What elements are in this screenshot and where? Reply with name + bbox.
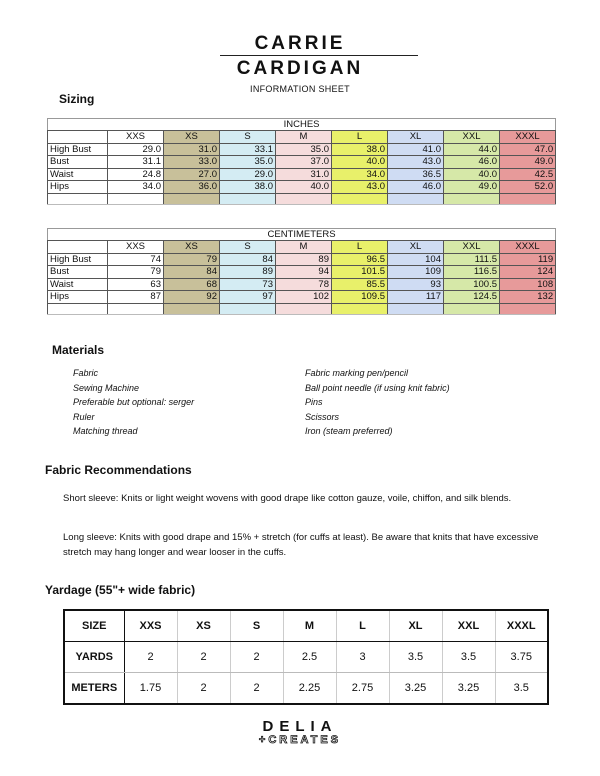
yardage-heading: Yardage (55"+ wide fabric) (45, 583, 196, 597)
yardage-cell: 3.5 (389, 642, 442, 673)
title-line-2: CARDIGAN (236, 58, 364, 79)
empty-cell (500, 193, 556, 204)
yardage-cell: 3.25 (389, 673, 442, 705)
measurement-cell: 74 (108, 253, 164, 266)
table-row (48, 168, 556, 181)
measurement-cell: 111.5 (444, 253, 500, 266)
table-row (48, 266, 556, 279)
yardage-cell: 2 (177, 673, 230, 705)
measurement-cell: 89 (220, 266, 276, 279)
yardage-cell: 3.5 (442, 642, 495, 673)
measurement-cell: 29.0 (220, 168, 276, 181)
empty-cell (108, 193, 164, 204)
measurement-cell: 31.0 (276, 168, 332, 181)
size-header: M (283, 610, 336, 642)
measurement-cell: 24.8 (108, 168, 164, 181)
row-label: YARDS (64, 642, 124, 673)
fabric-heading: Fabric Recommendations (45, 463, 192, 477)
size-header: XXL (442, 610, 495, 642)
size-header: XXXL (500, 131, 556, 144)
size-header: XXS (108, 131, 164, 144)
measurement-label: High Bust (48, 143, 108, 156)
sizing-heading: Sizing (59, 92, 95, 106)
size-header: M (276, 131, 332, 144)
empty-cell (108, 303, 164, 314)
measurement-cell: 43.0 (332, 181, 388, 194)
measurement-cell: 124 (500, 266, 556, 279)
measurement-cell: 38.0 (332, 143, 388, 156)
measurement-cell: 44.0 (444, 143, 500, 156)
measurement-cell: 38.0 (220, 181, 276, 194)
measurement-cell: 101.5 (332, 266, 388, 279)
empty-cell (48, 303, 108, 314)
measurement-cell: 37.0 (276, 156, 332, 169)
logo-text: DELIA (262, 718, 338, 735)
materials-heading: Materials (52, 343, 105, 357)
empty-cell (332, 303, 388, 314)
short-sleeve-text: Short sleeve: Knits or light weight wovens with good drape like cotton gauze, voile, chiffon, and silk blends. (63, 493, 512, 504)
yardage-cell: 2.75 (336, 673, 389, 705)
material-item: Pins (305, 397, 323, 407)
inches-caption: INCHES (48, 119, 556, 131)
measurement-label: Bust (48, 266, 108, 279)
measurement-cell: 41.0 (388, 143, 444, 156)
corner-cell (48, 131, 108, 144)
empty-cell (276, 303, 332, 314)
size-header: XL (388, 131, 444, 144)
measurement-cell: 29.0 (108, 143, 164, 156)
measurement-cell: 34.0 (332, 168, 388, 181)
measurement-cell: 84 (220, 253, 276, 266)
measurement-cell: 40.0 (444, 168, 500, 181)
measurement-cell: 35.0 (276, 143, 332, 156)
measurement-cell: 109.5 (332, 291, 388, 304)
material-item: Scissors (305, 411, 340, 422)
size-header: XXXL (495, 610, 548, 642)
size-header: XXL (444, 131, 500, 144)
measurement-cell: 52.0 (500, 181, 556, 194)
measurement-cell: 116.5 (444, 266, 500, 279)
size-header: XS (164, 241, 220, 254)
measurement-cell: 73 (220, 278, 276, 291)
empty-cell (164, 193, 220, 204)
empty-cell (332, 193, 388, 204)
measurement-cell: 27.0 (164, 168, 220, 181)
inches-table (47, 118, 556, 205)
empty-cell (220, 193, 276, 204)
size-header: XS (177, 610, 230, 642)
yardage-cell: 3.25 (442, 673, 495, 705)
table-row (48, 181, 556, 194)
measurement-cell: 31.1 (108, 156, 164, 169)
size-header: XXS (108, 241, 164, 254)
yardage-cell: 2 (230, 673, 283, 705)
table-row (48, 156, 556, 169)
yardage-cell: 1.75 (124, 673, 177, 705)
measurement-cell: 108 (500, 278, 556, 291)
size-header: XXL (444, 241, 500, 254)
yardage-cell: 3.5 (495, 673, 548, 705)
yardage-cell: 3 (336, 642, 389, 673)
materials-left-list (73, 366, 293, 439)
material-item: Fabric (73, 368, 99, 378)
measurement-label: Bust (48, 156, 108, 169)
size-header: M (276, 241, 332, 254)
size-header: L (332, 131, 388, 144)
material-item: Ruler (73, 411, 95, 422)
measurement-cell: 124.5 (444, 291, 500, 304)
empty-cell (444, 193, 500, 204)
measurement-cell: 33.0 (164, 156, 220, 169)
measurement-cell: 102 (276, 291, 332, 304)
measurement-cell: 117 (388, 291, 444, 304)
title-divider (220, 55, 418, 56)
corner-cell (48, 241, 108, 254)
yardage-cell: 2 (177, 642, 230, 673)
measurement-label: High Bust (48, 253, 108, 266)
measurement-cell: 97 (220, 291, 276, 304)
measurement-cell: 119 (500, 253, 556, 266)
empty-cell (164, 303, 220, 314)
measurement-cell: 40.0 (332, 156, 388, 169)
subtitle: INFORMATION SHEET (250, 84, 350, 94)
yardage-cell: 2 (124, 642, 177, 673)
measurement-cell: 132 (500, 291, 556, 304)
measurement-cell: 40.0 (276, 181, 332, 194)
measurement-cell: 31.0 (164, 143, 220, 156)
row-label: METERS (64, 673, 124, 705)
empty-cell (500, 303, 556, 314)
measurement-cell: 34.0 (108, 181, 164, 194)
empty-cell (388, 193, 444, 204)
measurement-cell: 79 (108, 266, 164, 279)
empty-cell (48, 193, 108, 204)
measurement-cell: 94 (276, 266, 332, 279)
size-header: XS (164, 131, 220, 144)
measurement-label: Waist (48, 168, 108, 181)
logo-subtext: +CREATES (258, 734, 342, 746)
measurement-cell: 109 (388, 266, 444, 279)
measurement-cell: 36.5 (388, 168, 444, 181)
table-row (48, 143, 556, 156)
measurement-cell: 49.0 (444, 181, 500, 194)
measurement-cell: 84 (164, 266, 220, 279)
measurement-cell: 89 (276, 253, 332, 266)
measurement-cell: 63 (108, 278, 164, 291)
measurement-cell: 43.0 (388, 156, 444, 169)
measurement-cell: 36.0 (164, 181, 220, 194)
measurement-label: Waist (48, 278, 108, 291)
material-item: Fabric marking pen/pencil (305, 368, 409, 378)
table-row (48, 291, 556, 304)
measurement-cell: 96.5 (332, 253, 388, 266)
measurement-cell: 35.0 (220, 156, 276, 169)
measurement-cell: 46.0 (388, 181, 444, 194)
materials-right-list (305, 366, 545, 439)
measurement-cell: 93 (388, 278, 444, 291)
empty-cell (220, 303, 276, 314)
measurement-label: Hips (48, 291, 108, 304)
measurement-cell: 33.1 (220, 143, 276, 156)
table-row (48, 253, 556, 266)
centimeters-table (47, 228, 556, 315)
measurement-label: Hips (48, 181, 108, 194)
measurement-cell: 46.0 (444, 156, 500, 169)
size-header: L (336, 610, 389, 642)
yardage-cell: 2.25 (283, 673, 336, 705)
material-item: Matching thread (73, 426, 138, 436)
measurement-cell: 104 (388, 253, 444, 266)
empty-cell (388, 303, 444, 314)
title-line-1: CARRIE (254, 33, 346, 54)
measurement-cell: 92 (164, 291, 220, 304)
material-item: Iron (steam preferred) (305, 426, 393, 436)
yardage-table (63, 609, 549, 705)
measurement-cell: 68 (164, 278, 220, 291)
size-header: L (332, 241, 388, 254)
size-header: XXS (124, 610, 177, 642)
measurement-cell: 49.0 (500, 156, 556, 169)
table-row (48, 278, 556, 291)
material-item: Sewing Machine (73, 382, 140, 393)
size-header: S (220, 241, 276, 254)
measurement-cell: 78 (276, 278, 332, 291)
yardage-cell: 2.5 (283, 642, 336, 673)
size-header: XL (388, 241, 444, 254)
measurement-cell: 47.0 (500, 143, 556, 156)
table-row (64, 642, 548, 673)
yardage-cell: 3.75 (495, 642, 548, 673)
measurement-cell: 100.5 (444, 278, 500, 291)
long-sleeve-text: Long sleeve: Knits with good drape and 15% + stretch (for cuffs at least). Be aware that knits that have excessive stretch may hang longer and wear looser in the cuffs. (63, 532, 539, 558)
table-row (64, 673, 548, 705)
measurement-cell: 42.5 (500, 168, 556, 181)
empty-cell (444, 303, 500, 314)
measurement-cell: 79 (164, 253, 220, 266)
yardage-cell: 2 (230, 642, 283, 673)
size-column-header: SIZE (64, 610, 124, 642)
size-header: S (230, 610, 283, 642)
size-header: XL (389, 610, 442, 642)
size-header: S (220, 131, 276, 144)
size-header: XXXL (500, 241, 556, 254)
material-item: Ball point needle (if using knit fabric) (305, 382, 450, 393)
centimeters-caption: CENTIMETERS (48, 229, 556, 241)
material-item: Preferable but optional: serger (73, 397, 195, 407)
empty-cell (276, 193, 332, 204)
measurement-cell: 87 (108, 291, 164, 304)
measurement-cell: 85.5 (332, 278, 388, 291)
